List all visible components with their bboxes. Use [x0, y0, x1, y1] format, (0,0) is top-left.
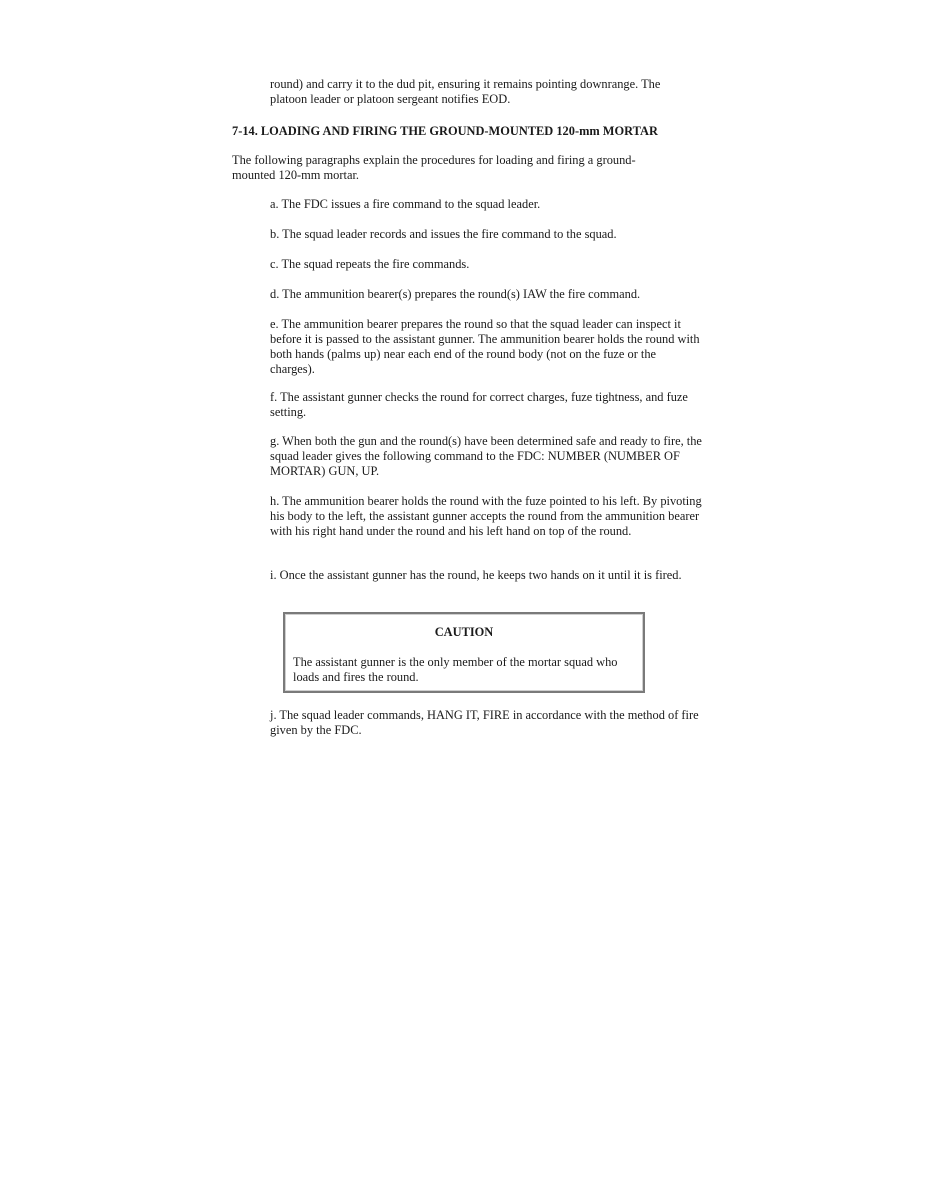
- step-d: d. The ammunition bearer(s) prepares the round(s) IAW the fire command.: [270, 287, 641, 301]
- step-h: h. The ammunition bearer holds the round with the fuze pointed to his left. By pivoting his body to the left, the assistant gunner accepts the round from the ammunition bearer with his right hand under the round and his left hand on top of the round.: [270, 494, 702, 538]
- step-a: a. The FDC issues a fire command to the squad leader.: [270, 197, 541, 211]
- step-c: c. The squad repeats the fire commands.: [270, 257, 470, 271]
- step-b: b. The squad leader records and issues the fire command to the squad.: [270, 227, 617, 241]
- step-e: e. The ammunition bearer prepares the round so that the squad leader can inspect it before it is passed to the assistant gunner. The ammunition bearer holds the round with both hands (palms up) near each end of the round body (not on the fuze or the charges).: [270, 317, 700, 376]
- continuation-paragraph: round) and carry it to the dud pit, ensuring it remains pointing downrange. The platoon leader or platoon sergeant notifies EOD.: [270, 77, 661, 106]
- caution-title: CAUTION: [434, 625, 494, 639]
- step-i: i. Once the assistant gunner has the round, he keeps two hands on it until it is fired.: [270, 568, 682, 582]
- intro-paragraph: The following paragraphs explain the procedures for loading and firing a ground-mounted 120-mm mortar.: [232, 153, 636, 182]
- step-j: j. The squad leader commands, HANG IT, FIRE in accordance with the method of fire given by the FDC.: [270, 708, 699, 737]
- caution-text: The assistant gunner is the only member of the mortar squad who loads and fires the round.: [293, 655, 618, 684]
- step-g: g. When both the gun and the round(s) have been determined safe and ready to fire, the squad leader gives the following command to the FDC: NUMBER (NUMBER OF MORTAR) GUN, UP.: [270, 434, 702, 478]
- step-f: f. The assistant gunner checks the round for correct charges, fuze tightness, and fuze setting.: [270, 390, 688, 419]
- section-heading: 7-14. LOADING AND FIRING THE GROUND-MOUNTED 120-mm MORTAR: [232, 124, 658, 138]
- caution-box: [283, 612, 645, 693]
